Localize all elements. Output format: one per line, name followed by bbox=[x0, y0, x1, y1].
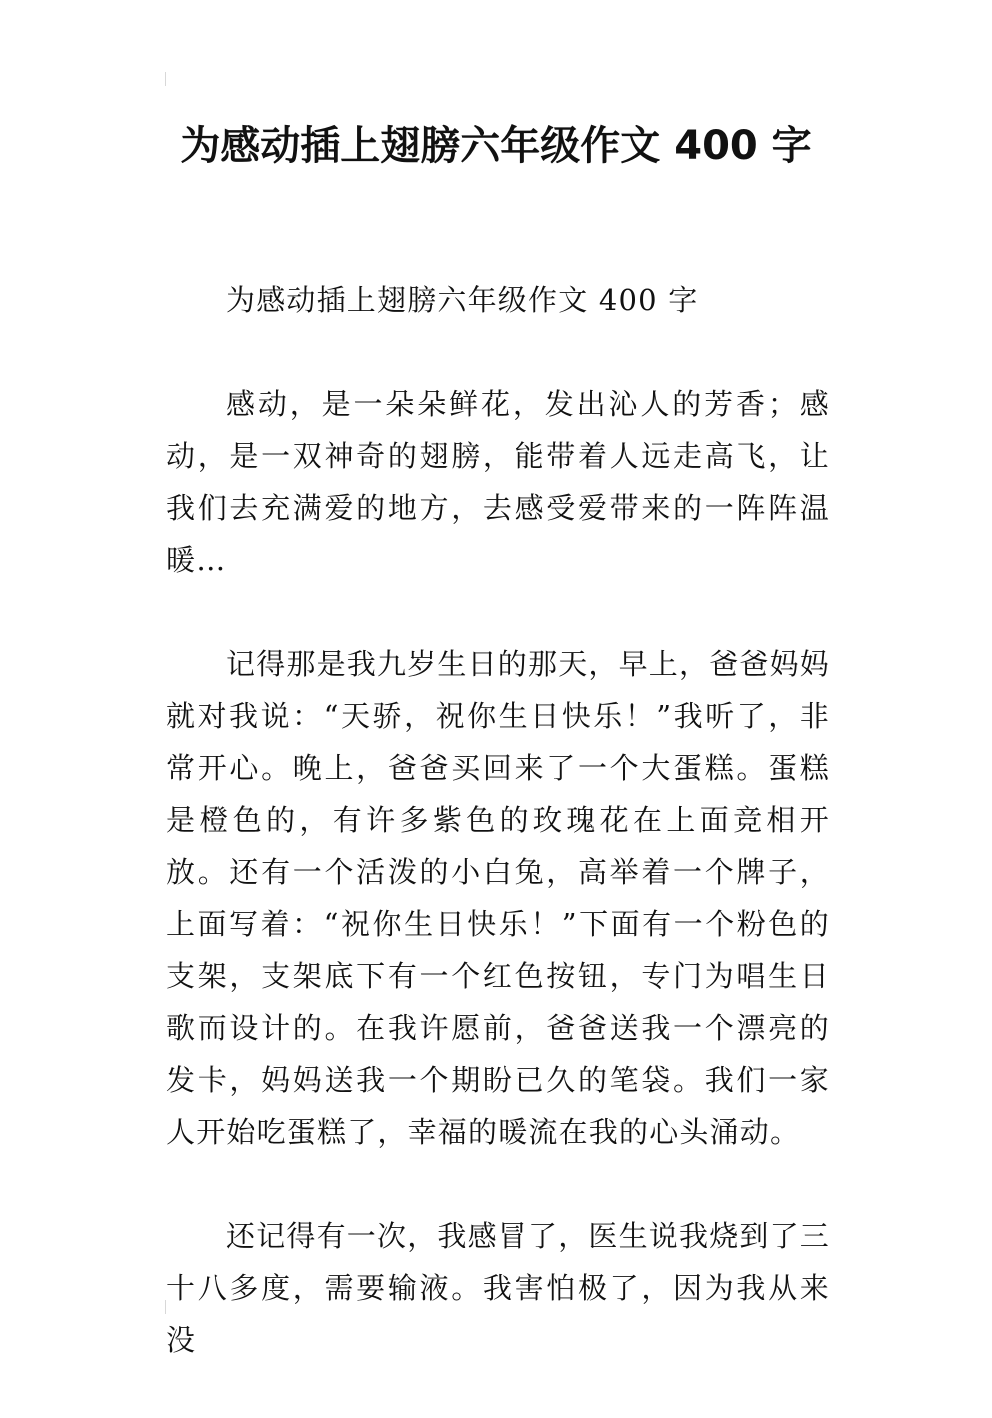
document-body bbox=[166, 274, 830, 1418]
paragraph-1: 感动，是一朵朵鲜花，发出沁人的芳香；感动，是一双神奇的翅膀，能带着人远走高飞，让我们去充满爱的地方，去感受爱带来的一阵阵温暖… bbox=[166, 387, 830, 577]
document-subtitle: 为感动插上翅膀六年级作文 400 字 bbox=[226, 283, 699, 317]
document-title: 为感动插上翅膀六年级作文 400 字 bbox=[180, 123, 812, 169]
page-corner-mark-top bbox=[165, 72, 166, 86]
paragraph-2: 记得那是我九岁生日的那天，早上，爸爸妈妈就对我说：“天骄，祝你生日快乐！”我听了，非常开心。晚上，爸爸买回来了一个大蛋糕。蛋糕是橙色的，有许多紫色的玫瑰花在上面竞相开放。还有一个活泼的小白兔，高举着一个牌子，上面写着：“祝你生日快乐！”下面有一个粉色的支架，支架底下有一个红色按钮，专门为唱生日歌而设计的。在我许愿前，爸爸送我一个漂亮的发卡，妈妈送我一个期盼已久的笔袋。我们一家人开始吃蛋糕了，幸福的暖流在我的心头涌动。 bbox=[166, 647, 831, 1149]
paragraph-3: 还记得有一次，我感冒了，医生说我烧到了三十八多度，需要输液。我害怕极了，因为我从来没 bbox=[166, 1219, 831, 1357]
page-corner-mark-bottom bbox=[165, 1300, 166, 1314]
